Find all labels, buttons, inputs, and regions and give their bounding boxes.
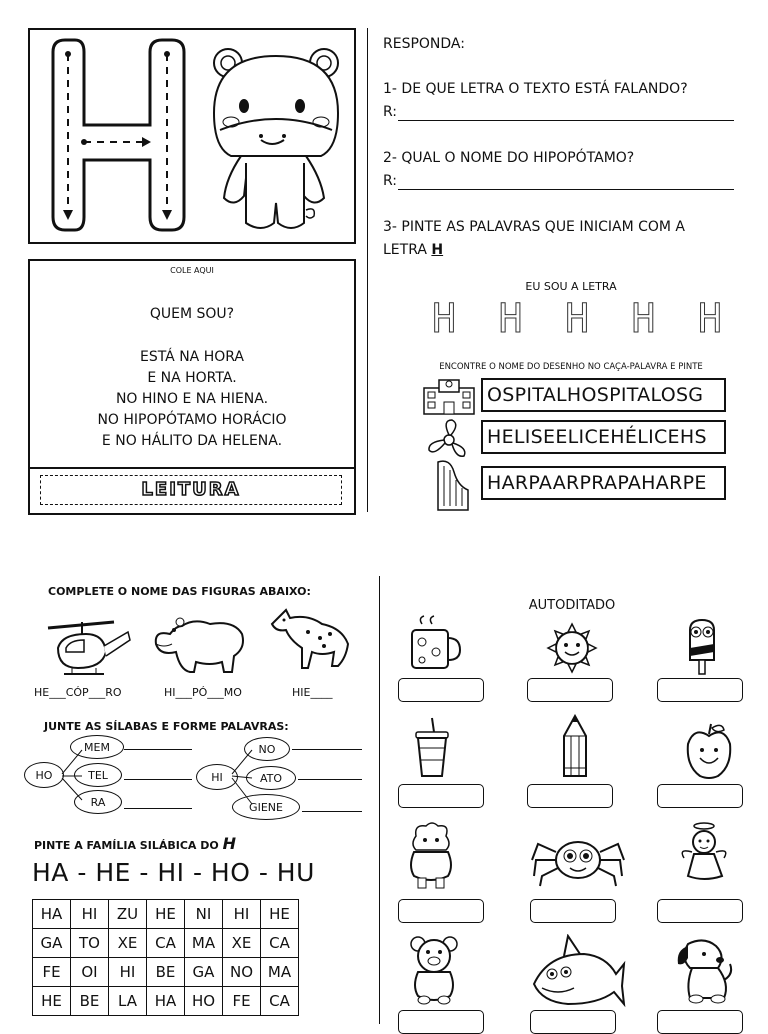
mug-icon: [406, 614, 462, 672]
answer-box[interactable]: [530, 899, 616, 923]
letter-activity-title: EU SOU A LETRA: [525, 280, 617, 293]
answer-box[interactable]: [527, 784, 613, 808]
family-title-letter: H: [222, 834, 236, 853]
syllable-line[interactable]: [124, 808, 192, 809]
harp-icon: [432, 456, 472, 512]
cup-icon: [412, 716, 452, 780]
poem-line: E NO HÁLITO DA HELENA.: [101, 433, 283, 449]
answer-line-1[interactable]: [398, 120, 734, 121]
letter-activity-instruction: ENCONTRE O NOME DO DESENHO NO CAÇA-PALAVRA E PINTE: [439, 362, 703, 372]
grid-cell[interactable]: HO: [185, 987, 223, 1016]
word-search-helice[interactable]: HELISEELICEHÉLICEHS: [481, 420, 726, 454]
reading-card: [28, 259, 356, 515]
hyena-icon: [268, 604, 354, 674]
poem-line: ESTÁ NA HORA: [139, 349, 244, 365]
syllable-line[interactable]: [302, 811, 362, 812]
grid-cell[interactable]: CA: [147, 929, 185, 958]
table-row: [33, 900, 299, 929]
spider-icon: [530, 834, 626, 888]
answer-box[interactable]: [398, 899, 484, 923]
tracing-letter: H: [564, 296, 590, 342]
grid-cell[interactable]: BE: [147, 958, 185, 987]
grid-cell[interactable]: HA: [147, 987, 185, 1016]
grid-cell[interactable]: NO: [223, 958, 261, 987]
poem-line: E NA HORTA.: [147, 370, 237, 386]
complete-name-helicoptero[interactable]: HE___CÓP___RO: [34, 686, 122, 699]
grid-cell[interactable]: MA: [261, 958, 299, 987]
sun-icon: [544, 620, 600, 676]
tracing-row: [432, 296, 722, 352]
syllable-line[interactable]: [292, 749, 362, 750]
grid-cell[interactable]: FE: [223, 987, 261, 1016]
reading-poem: [30, 347, 354, 452]
autoditado-title: AUTODITADO: [528, 598, 616, 613]
apple-icon: [684, 720, 734, 780]
answer-prefix-2: R:: [383, 173, 398, 189]
syllable-line[interactable]: [298, 779, 362, 780]
syllables-title: JUNTE AS SÍLABAS E FORME PALAVRAS:: [44, 720, 289, 733]
question-3-line2: [383, 242, 447, 258]
table-row: [33, 987, 299, 1016]
grid-cell[interactable]: OI: [71, 958, 109, 987]
grid-cell[interactable]: XE: [109, 929, 147, 958]
angel-icon: [676, 820, 732, 886]
answer-box[interactable]: [530, 1010, 616, 1034]
reading-footer-divider: [30, 467, 354, 469]
question-2: 2- QUAL O NOME DO HIPOPÓTAMO?: [383, 150, 635, 166]
answer-box[interactable]: [398, 678, 484, 702]
answer-box[interactable]: [657, 678, 743, 702]
helicopter-icon: [44, 612, 134, 680]
shark-icon: [528, 934, 626, 1008]
hippo-icon: [206, 38, 346, 238]
hippo-figure-icon: [150, 612, 250, 678]
family-row: HA - HE - HI - HO - HU: [32, 858, 315, 887]
grid-cell[interactable]: NI: [185, 900, 223, 929]
tracing-letter: H: [631, 296, 656, 342]
grid-cell[interactable]: BE: [71, 987, 109, 1016]
grid-cell[interactable]: HE: [33, 987, 71, 1016]
table-row: [33, 958, 299, 987]
bottom-divider: [379, 576, 380, 1024]
grid-cell[interactable]: CA: [261, 929, 299, 958]
bear-icon: [408, 934, 460, 1008]
grid-cell[interactable]: HI: [71, 900, 109, 929]
grid-cell[interactable]: HI: [109, 958, 147, 987]
tracing-letter: H: [432, 296, 457, 342]
grid-cell[interactable]: ZU: [109, 900, 147, 929]
complete-names-title: COMPLETE O NOME DAS FIGURAS ABAIXO:: [48, 585, 311, 598]
question-1: 1- DE QUE LETRA O TEXTO ESTÁ FALANDO?: [383, 81, 688, 97]
answer-box[interactable]: [657, 784, 743, 808]
tracing-letter: H: [697, 296, 722, 342]
syllable-ato[interactable]: ATO: [246, 766, 296, 790]
complete-name-hipopotamo[interactable]: HI___PÓ___MO: [164, 686, 242, 699]
sheep-icon: [406, 822, 456, 892]
word-search-hospital[interactable]: OSPITALHOSPITALOSG: [481, 378, 726, 412]
question-3-letter: H: [431, 242, 444, 258]
top-divider: [367, 28, 368, 512]
reading-footer-box: [40, 475, 342, 505]
syllable-line[interactable]: [124, 779, 192, 780]
syllable-giene[interactable]: GIENE: [232, 794, 300, 820]
answer-box[interactable]: [398, 1010, 484, 1034]
grid-cell[interactable]: HA: [33, 900, 71, 929]
syllable-line[interactable]: [124, 749, 192, 750]
grid-cell[interactable]: CA: [261, 987, 299, 1016]
answer-prefix-1: R:: [383, 104, 398, 120]
grid-cell[interactable]: MA: [185, 929, 223, 958]
grid-cell[interactable]: FE: [33, 958, 71, 987]
table-row: [33, 929, 299, 958]
grid-cell[interactable]: XE: [223, 929, 261, 958]
grid-cell[interactable]: TO: [71, 929, 109, 958]
hospital-icon: [422, 374, 476, 416]
tracing-letter: H: [498, 296, 523, 342]
letter-h-panel: [28, 28, 356, 244]
grid-cell[interactable]: GA: [33, 929, 71, 958]
answer-box[interactable]: [657, 899, 743, 923]
syllable-mem[interactable]: MEM: [70, 735, 124, 759]
grid-cell[interactable]: HE: [147, 900, 185, 929]
dog-icon: [674, 936, 734, 1006]
syllable-grid: [32, 899, 299, 1016]
pencil-icon: [560, 714, 590, 780]
reading-footer-label: LEITURA: [141, 479, 241, 500]
questions-header: RESPONDA:: [383, 36, 465, 52]
answer-line-2[interactable]: [398, 189, 734, 190]
popsicle-icon: [682, 616, 722, 678]
syllable-tel[interactable]: TEL: [74, 763, 122, 787]
syllable-no[interactable]: NO: [244, 737, 290, 761]
question-3-line1: 3- PINTE AS PALAVRAS QUE INICIAM COM A: [383, 219, 685, 235]
word-search-harpa[interactable]: HARPAARPRAPAHARPE: [481, 466, 726, 500]
dotted-letter-h-icon: [38, 32, 208, 242]
syllable-ra[interactable]: RA: [74, 790, 122, 814]
paste-label: COLE AQUI: [170, 266, 214, 275]
poem-line: NO HINO E NA HIENA.: [115, 391, 269, 407]
complete-name-hiena[interactable]: HIE____: [292, 686, 333, 699]
answer-box[interactable]: [657, 1010, 743, 1034]
poem-line: NO HIPOPÓTAMO HORÁCIO: [97, 412, 287, 428]
question-3-text: LETRA: [383, 242, 427, 258]
grid-cell[interactable]: GA: [185, 958, 223, 987]
family-title-text: PINTE A FAMÍLIA SILÁBICA DO: [34, 839, 219, 852]
grid-cell[interactable]: LA: [109, 987, 147, 1016]
grid-cell[interactable]: HE: [261, 900, 299, 929]
answer-box[interactable]: [527, 678, 613, 702]
syllable-root-hi: HI: [196, 764, 238, 790]
reading-title: QUEM SOU?: [149, 306, 235, 322]
answer-box[interactable]: [398, 784, 484, 808]
family-title: [34, 834, 236, 853]
grid-cell[interactable]: HI: [223, 900, 261, 929]
syllable-root-ho: HO: [24, 762, 64, 788]
